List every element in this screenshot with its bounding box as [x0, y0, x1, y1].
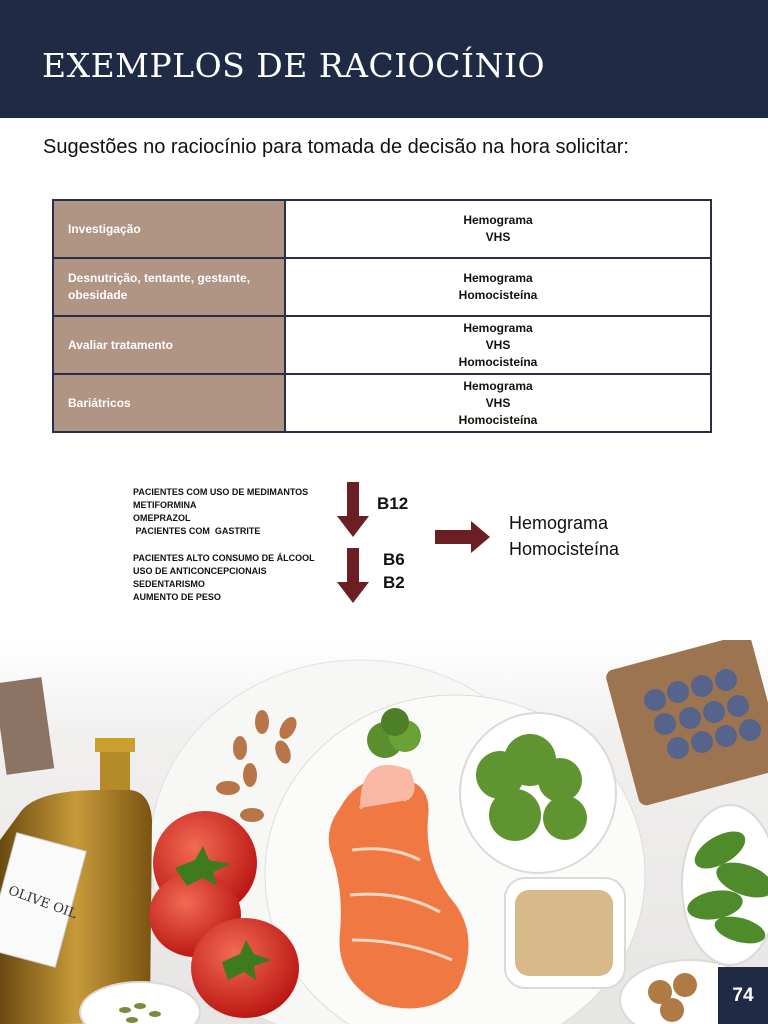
category-cell: Desnutrição, tentante, gestante, obesidade [53, 258, 285, 316]
exams-cell [285, 200, 711, 258]
down-arrow-icon [336, 482, 370, 538]
risk-item: METIFORMINA [133, 500, 197, 510]
exam-item: VHS [485, 337, 511, 352]
exams-cell [285, 258, 711, 316]
risk-item: PACIENTES COM USO DE MEDIMANTOS [133, 487, 309, 497]
category-cell: Avaliar tratamento [53, 316, 285, 374]
risk-list-b12 [133, 486, 308, 538]
category-cell: Bariátricos [53, 374, 285, 432]
risk-list-b6-b2 [133, 552, 315, 604]
exam-item: Hemograma [463, 378, 533, 393]
exam-item: Homocisteína [458, 412, 538, 427]
exam-item: VHS [485, 395, 511, 410]
exams-cell [285, 316, 711, 374]
exams-cell [285, 374, 711, 432]
exam-item: Homocisteína [458, 288, 538, 302]
table-row [53, 258, 711, 316]
exam-item: Hemograma [463, 271, 533, 285]
category-cell: Investigação [53, 200, 285, 258]
result-exams [509, 510, 619, 562]
down-arrow-icon [336, 548, 370, 604]
right-arrow-icon [435, 520, 491, 554]
exam-item: Homocisteína [458, 354, 538, 369]
page-title: EXEMPLOS DE RACIOCÍNIO [42, 46, 546, 85]
vitamin-b6-label: B6 [383, 550, 405, 569]
risk-item: PACIENTES COM GASTRITE [133, 526, 261, 536]
header-bar [0, 0, 768, 118]
risk-item: USO DE ANTICONCEPCIONAIS [133, 566, 267, 576]
page-number: 74 [718, 967, 768, 1024]
reasoning-table [52, 199, 712, 433]
result-item: Hemograma [509, 513, 609, 533]
table-row [53, 200, 711, 258]
risk-item: SEDENTARISMO [133, 579, 205, 589]
exam-item: Hemograma [463, 320, 533, 335]
vitamin-b2-label: B2 [383, 573, 405, 592]
vitamin-b12-label: B12 [377, 494, 409, 513]
exam-item: Hemograma [463, 213, 533, 227]
exam-item: VHS [485, 230, 511, 244]
subtitle: Sugestões no raciocínio para tomada de decisão na hora solicitar: [43, 136, 629, 158]
table-row [53, 316, 711, 374]
table-row [53, 374, 711, 432]
risk-item: AUMENTO DE PESO [133, 592, 221, 602]
risk-item: OMEPRAZOL [133, 513, 191, 523]
risk-item: PACIENTES ALTO CONSUMO DE ÁLCOOL [133, 553, 315, 563]
healthy-food-image [0, 640, 768, 1024]
result-item: Homocisteína [509, 539, 620, 559]
bottle-label: OLIVE OIL [6, 883, 79, 923]
